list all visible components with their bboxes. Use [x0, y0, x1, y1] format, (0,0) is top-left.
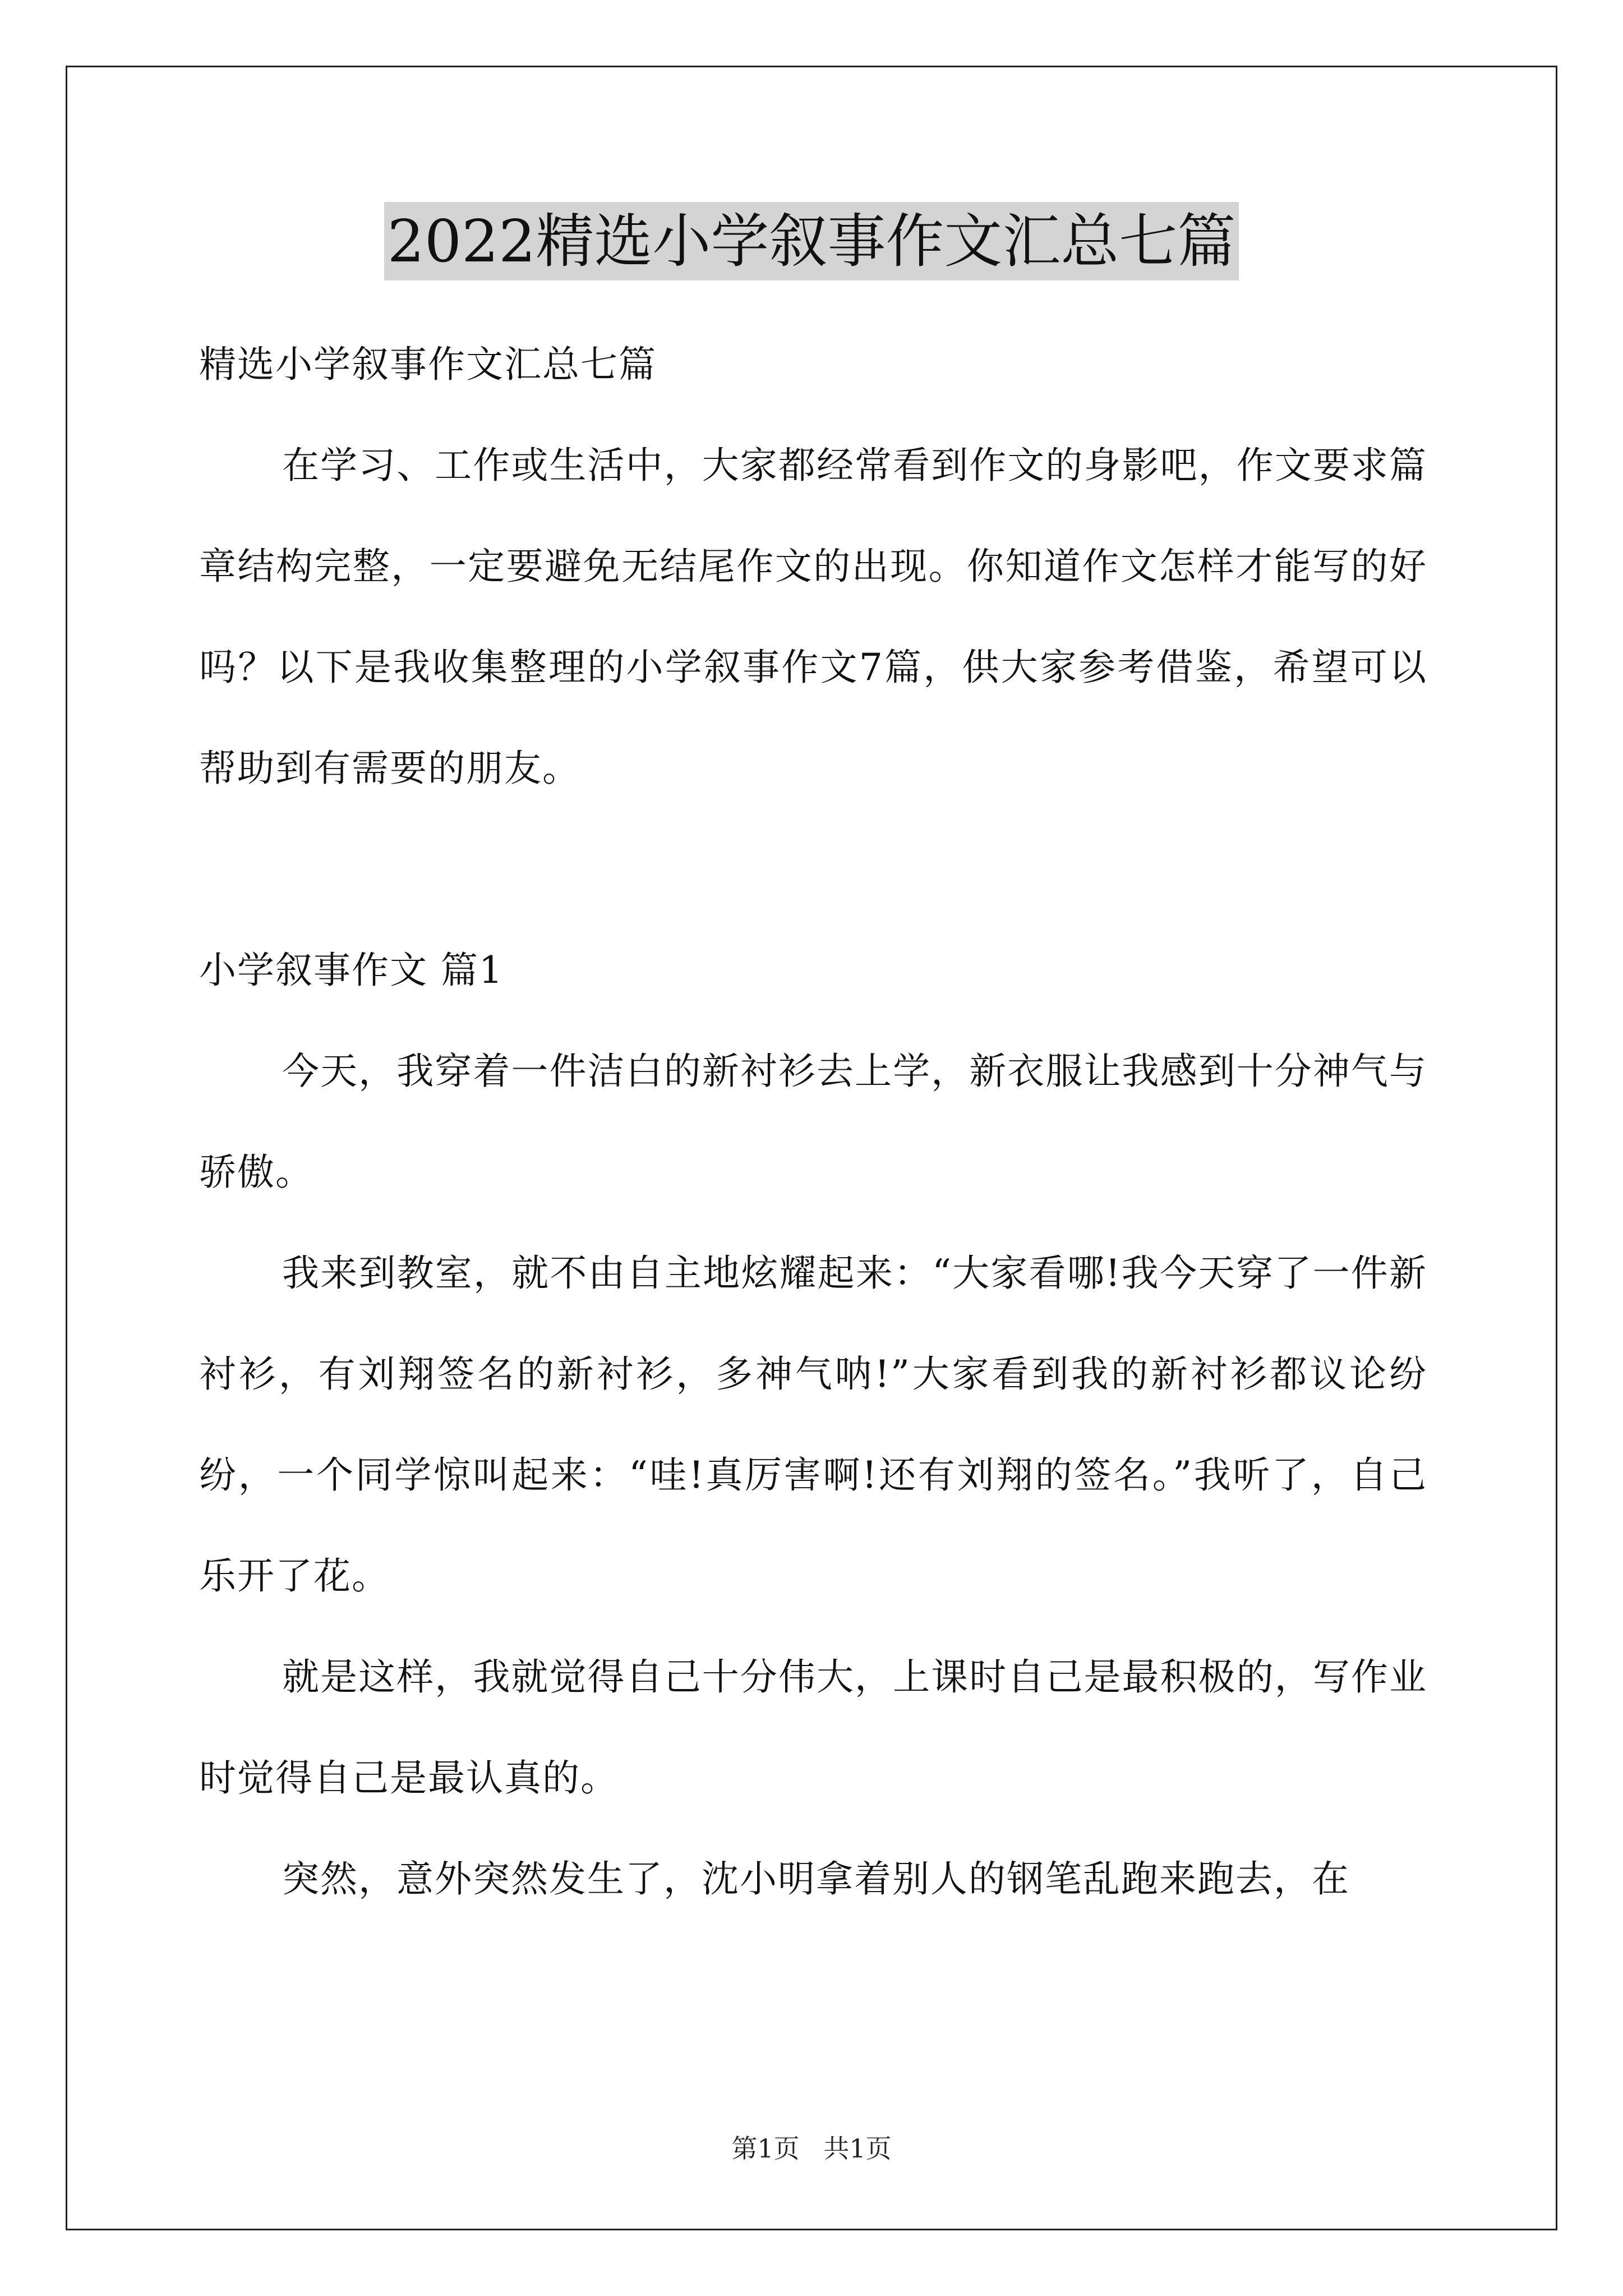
intro-paragraph: 在学习、工作或生活中，大家都经常看到作文的身影吧，作文要求篇章结构完整，一定要避免无结尾作文的出现。你知道作文怎样才能写的好吗？以下是我收集整理的小学叙事作文7篇，供大家参考借鉴，希望可以帮助到有需要的朋友。	[199, 444, 1427, 790]
document-subtitle: 精选小学叙事作文汇总七篇	[199, 343, 657, 386]
section-heading: 小学叙事作文 篇1	[199, 949, 504, 992]
body-paragraph-1: 今天，我穿着一件洁白的新衬衫去上学，新衣服让我感到十分神气与骄傲。	[199, 1050, 1427, 1194]
document-body	[199, 314, 1427, 1930]
document-title: 2022精选小学叙事作文汇总七篇	[384, 202, 1239, 280]
page-number-current: 第1页	[731, 2133, 800, 2164]
page-footer	[0, 2132, 1623, 2165]
body-paragraph-3: 就是这样，我就觉得自己十分伟大，上课时自己是最积极的，写作业时觉得自己是最认真的。	[199, 1655, 1427, 1800]
body-paragraph-4: 突然，意外突然发生了，沈小明拿着别人的钢笔乱跑来跑去，在	[282, 1857, 1350, 1901]
page-number-total: 共1页	[823, 2133, 892, 2164]
title-container	[0, 202, 1623, 280]
body-paragraph-2: 我来到教室，就不由自主地炫耀起来：“大家看哪!我今天穿了一件新衬衫，有刘翔签名的新衬衫，多神气呐!”大家看到我的新衬衫都议论纷纷，一个同学惊叫起来：“哇!真厉害啊!还有刘翔的签名。”我听了，自己乐开了花。	[199, 1251, 1427, 1598]
